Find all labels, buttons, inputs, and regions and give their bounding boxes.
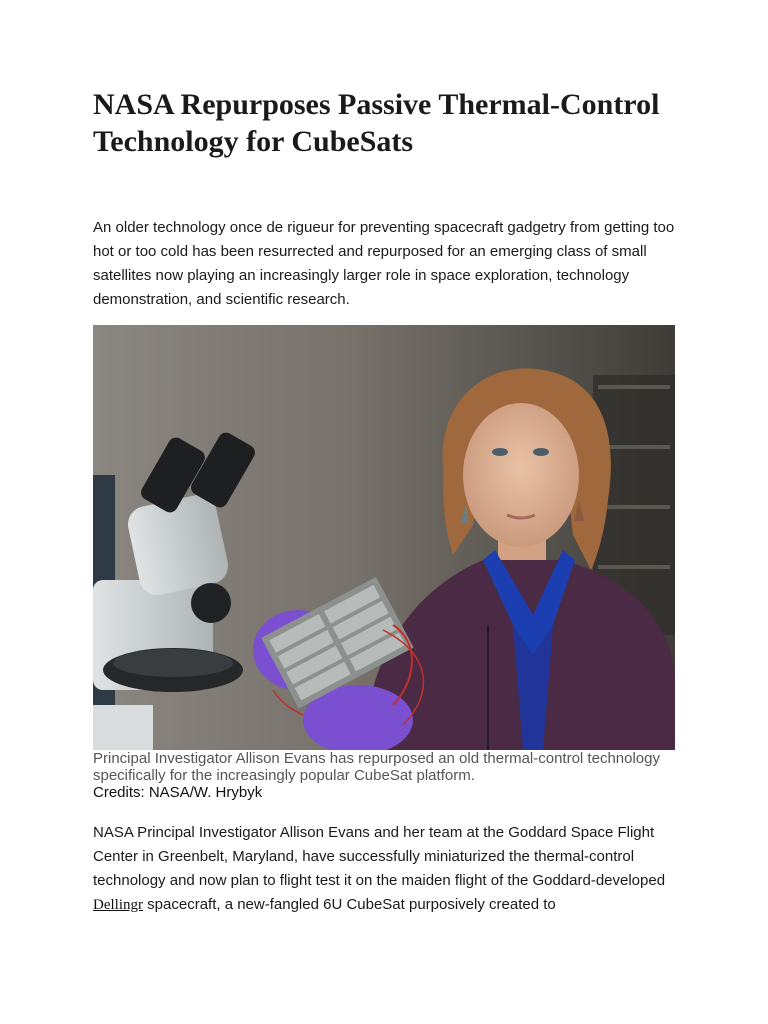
intro-paragraph: An older technology once de rigueur for preventing spacecraft gadgetry from getting too hot or too cold has been resurrected and repurposed for an emerging class of small satellites now playing an increasingly larger role in space exploration, technology demonstration, and scientific research. <box>93 219 675 308</box>
body-text-start: NASA Principal Investigator Allison Evans and her team at the Goddard Space Flight Center in Greenbelt, Maryland, have successfully miniaturized the thermal-control technology and now plan to flight test it on the maiden flight of the Goddard-developed <box>93 824 666 889</box>
body-paragraph <box>93 821 678 917</box>
photo-caption: Principal Investigator Allison Evans has repurposed an old thermal-control technology specifically for the increasingly popular CubeSat platform. <box>93 750 660 784</box>
photo-credits: Credits: NASA/W. Hrybyk <box>93 784 263 801</box>
article-title: NASA Repurposes Passive Thermal-Control Technology for CubeSats <box>93 88 660 158</box>
body-text-end: spacecraft, a new-fangled 6U CubeSat purposively created to <box>143 896 556 913</box>
article-photo <box>93 325 675 750</box>
dellingr-link[interactable]: Dellingr <box>93 897 143 913</box>
